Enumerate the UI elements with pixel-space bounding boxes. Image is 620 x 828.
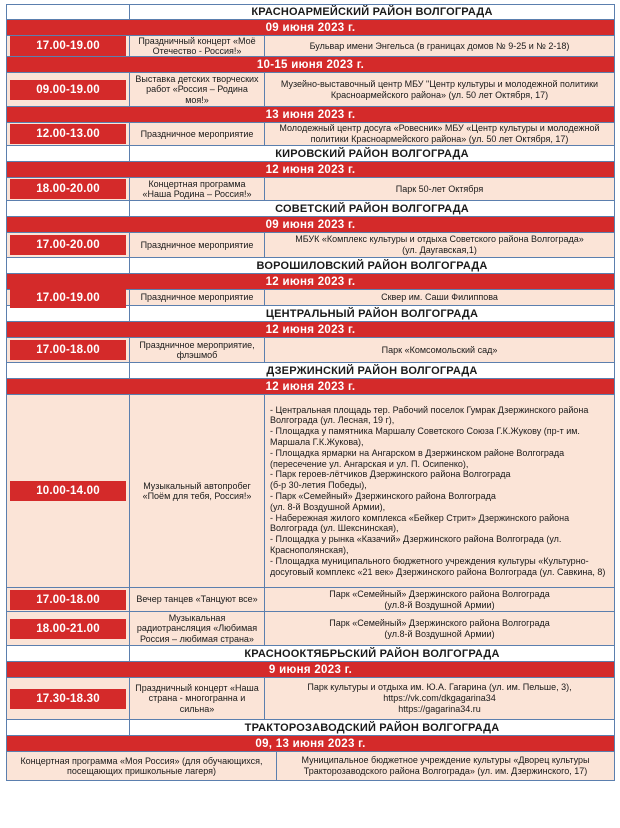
event-title: Праздничное мероприятие — [130, 123, 265, 145]
event-row — [6, 178, 615, 201]
event-place-line: (ул.8-й Воздушной Армии) — [384, 628, 495, 639]
event-time-badge: 17.00-18.00 — [10, 340, 126, 360]
event-place-line: Молодежный центр досуга «Ровесник» МБУ «Центр культуры и молодежной — [279, 123, 600, 134]
event-place-line: - Набережная жилого комплекса «Бейкер Стрит» Дзержинского района — [270, 512, 570, 523]
district-spacer-cell — [7, 720, 130, 735]
district-title: ДЗЕРЖИНСКИЙ РАЙОН ВОЛГОГРАДА — [266, 364, 478, 377]
date-header: 12 июня 2023 г. — [6, 322, 615, 338]
event-place-line: досуговый комплекс «21 век» Дзержинского района Волгограда (ул. Савкина, 8) — [270, 566, 606, 577]
event-place-line: Волгограда (ул. Лесная, 19 г), — [270, 415, 395, 426]
district-header — [6, 363, 615, 379]
event-place — [265, 588, 614, 611]
event-place — [265, 395, 614, 587]
event-place-line: Парк «Комсомольский сад» — [381, 344, 498, 355]
event-title: Праздничное мероприятие — [130, 233, 265, 257]
event-place-line: Волгограда (ул. Шекснинская), — [270, 523, 399, 534]
event-time-cell — [7, 588, 130, 611]
district-title: ЦЕНТРАЛЬНЫЙ РАЙОН ВОЛГОГРАДА — [265, 307, 479, 320]
event-row — [6, 395, 615, 588]
event-place-line: (ул. 8-й Воздушной Армии), — [270, 501, 386, 512]
event-place — [265, 678, 614, 719]
event-title: Музыкальный автопробег «Поём для тебя, Россия!» — [130, 395, 265, 587]
event-time-badge: 17.00-18.00 — [10, 590, 126, 610]
event-title: Вечер танцев «Танцуют все» — [130, 588, 265, 611]
event-time-badge: 18.00-21.00 — [10, 619, 126, 639]
event-place-line: Парк «Семейный» Дзержинского района Волгограда — [329, 617, 550, 628]
district-title: ВОРОШИЛОВСКИЙ РАЙОН ВОЛГОГРАДА — [256, 259, 488, 272]
district-header — [6, 258, 615, 274]
event-row — [6, 588, 615, 612]
event-place — [265, 290, 614, 305]
event-place-lines — [282, 755, 609, 777]
event-place-line: - Площадка у рынка «Казачий» Дзержинского района Волгограда (ул. — [270, 534, 562, 545]
event-row — [6, 123, 615, 146]
district-title: КИРОВСКИЙ РАЙОН ВОЛГОГРАДА — [275, 147, 469, 160]
event-time-cell — [7, 233, 130, 257]
district-spacer-cell — [7, 146, 130, 161]
date-header: 09 июня 2023 г. — [6, 217, 615, 233]
district-spacer-cell — [7, 258, 130, 273]
event-place — [265, 338, 614, 362]
event-time-badge: 17.00-20.00 — [10, 235, 126, 255]
event-place-lines — [270, 345, 609, 356]
event-place-lines — [270, 589, 609, 611]
event-place-lines — [270, 405, 609, 578]
date-header: 12 июня 2023 г. — [6, 274, 615, 290]
event-place — [265, 233, 614, 257]
district-header — [6, 4, 615, 20]
event-place-lines — [270, 123, 609, 145]
district-spacer-cell — [7, 306, 130, 321]
event-place-lines — [270, 682, 609, 714]
event-place-line: Музейно-выставочный центр МБУ "Центр культуры и молодежной политики — [280, 78, 599, 89]
district-title: КРАСНООКТЯБРЬСКИЙ РАЙОН ВОЛГОГРАДА — [244, 647, 500, 660]
event-row — [6, 36, 615, 57]
event-time-cell — [7, 338, 130, 362]
event-place-line: (ул. Даугавская,1) — [402, 245, 477, 255]
date-header: 12 июня 2023 г. — [6, 379, 615, 395]
event-place-line: Краснополянская), — [270, 544, 349, 555]
event-title: Музыкальная радиотрансляция «Любимая Россия – любимая страна» — [130, 612, 265, 645]
event-time-cell — [7, 36, 130, 56]
event-title: Концертная программа «Наша Родина – Россия!» — [130, 178, 265, 200]
event-title: Праздничное мероприятие — [130, 290, 265, 305]
event-row — [6, 290, 615, 306]
event-place-line: Маршала Г.К.Жукова), — [270, 437, 364, 448]
event-place-line: Сквер им. Саши Филиппова — [381, 292, 498, 303]
event-place-line: - Площадка у памятника Маршалу Советского Союза Г.К.Жукову (пр-т им. — [270, 426, 580, 437]
event-place-line: МБУК «Комплекс культуры и отдыха Советского района Волгограда» — [295, 234, 584, 245]
event-place-line: - Площадка муниципального бюджетного учреждения культуры «Культурно- — [270, 555, 589, 566]
event-place-lines — [270, 79, 609, 101]
event-title: Праздничное мероприятие, флэшмоб — [130, 338, 265, 362]
date-header: 12 июня 2023 г. — [6, 162, 615, 178]
event-time-cell — [7, 290, 130, 305]
event-place-line: (пересечение ул. Ангарская и ул. П. Осипенко), — [270, 458, 469, 469]
event-place-line: Парк «Семейный» Дзержинского района Волгограда — [329, 588, 550, 599]
event-place-lines — [270, 234, 609, 256]
event-place-line: Парк культуры и отдыха им. Ю.А. Гагарина (ул. им. Пельше, 3), — [307, 682, 572, 693]
district-spacer-cell — [7, 201, 130, 216]
event-place-lines — [270, 41, 609, 52]
district-header — [6, 646, 615, 662]
schedule-table — [6, 4, 615, 781]
event-row — [6, 233, 615, 258]
event-place-line: Бульвар имени Энгельса (в границах домов № 9-25 и № 2-18) — [309, 40, 570, 51]
event-place-line: - Парк «Семейный» Дзержинского района Волгограда — [270, 491, 496, 501]
event-time-cell — [7, 612, 130, 645]
event-place-lines — [270, 184, 609, 195]
date-header: 9 июня 2023 г. — [6, 662, 615, 678]
event-title: Выставка детских творческих работ «Россия – Родина моя!» — [130, 73, 265, 106]
event-place-line: Красноармейского района» (ул. 50 лет Октября, 17) — [330, 89, 549, 100]
event-time-badge: 09.00-19.00 — [10, 80, 126, 100]
event-title: Праздничный концерт «Наша страна - многогранна и сильна» — [130, 678, 265, 719]
district-title: ТРАКТОРОЗАВОДСКИЙ РАЙОН ВОЛГОГРАДА — [244, 721, 500, 734]
event-row — [6, 678, 615, 720]
event-time-cell — [7, 123, 130, 145]
event-time-badge: 18.00-20.00 — [10, 179, 126, 199]
event-time-badge: 17.30-18.30 — [10, 689, 126, 709]
event-place-line: Парк 50-лет Октября — [395, 183, 484, 194]
event-place-line: Тракторозаводского района Волгограда» (ул. им. Дзержинского, 17) — [303, 766, 588, 776]
event-time-cell — [7, 678, 130, 719]
district-spacer-cell — [7, 646, 130, 661]
date-header: 09, 13 июня 2023 г. — [6, 736, 615, 752]
event-time-badge: 10.00-14.00 — [10, 481, 126, 501]
district-header — [6, 720, 615, 736]
district-header — [6, 146, 615, 162]
event-place — [265, 123, 614, 145]
district-title: КРАСНОАРМЕЙСКИЙ РАЙОН ВОЛГОГРАДА — [251, 6, 493, 18]
event-place-line: - Парк героев-лётчиков Дзержинского района Волгограда — [270, 469, 511, 480]
district-header — [6, 201, 615, 217]
event-place — [277, 752, 614, 780]
event-time-badge: 17.00-19.00 — [10, 288, 126, 308]
event-time-badge: 17.00-19.00 — [10, 36, 126, 56]
event-place-lines — [270, 292, 609, 303]
event-row — [6, 752, 615, 781]
district-title: СОВЕТСКИЙ РАЙОН ВОЛГОГРАДА — [275, 202, 469, 215]
event-place-line: https://vk.com/dkgagarina34 — [383, 693, 496, 704]
event-title: Концертная программа «Моя Россия» (для обучающихся, посещающих пришкольные лагеря) — [7, 752, 277, 780]
district-spacer-cell — [7, 5, 130, 19]
event-title: Праздничный концерт «Моё Отечество - Россия!» — [130, 36, 265, 56]
district-spacer-cell — [7, 363, 130, 378]
event-place — [265, 178, 614, 200]
event-time-cell — [7, 395, 130, 587]
event-row — [6, 338, 615, 363]
event-place — [265, 36, 614, 56]
event-place-line: политики Красноармейского района» (ул. 50 лет Октября, 17) — [310, 134, 569, 144]
event-place-line: https://gagarina34.ru — [398, 703, 481, 714]
district-header — [6, 306, 615, 322]
event-place — [265, 612, 614, 645]
event-time-cell — [7, 178, 130, 200]
date-header: 10-15 июня 2023 г. — [6, 57, 615, 73]
date-header: 13 июня 2023 г. — [6, 107, 615, 123]
event-place — [265, 73, 614, 106]
event-row — [6, 73, 615, 107]
event-place-lines — [270, 618, 609, 640]
date-header: 09 июня 2023 г. — [6, 20, 615, 36]
event-place-line: (ул.8-й Воздушной Армии) — [384, 599, 495, 610]
event-place-line: (б-р 30-летия Победы), — [270, 480, 367, 491]
event-place-line: Муниципальное бюджетное учреждение культуры «Дворец культуры — [301, 755, 590, 766]
event-place-line: - Площадка ярмарки на Ангарском в Дзержинском районе Волгограда — [270, 447, 565, 458]
event-row — [6, 612, 615, 646]
event-time-badge: 12.00-13.00 — [10, 124, 126, 144]
event-time-cell — [7, 73, 130, 106]
event-place-line: - Центральная площадь тер. Рабочий поселок Гумрак Дзержинского района — [270, 404, 589, 415]
